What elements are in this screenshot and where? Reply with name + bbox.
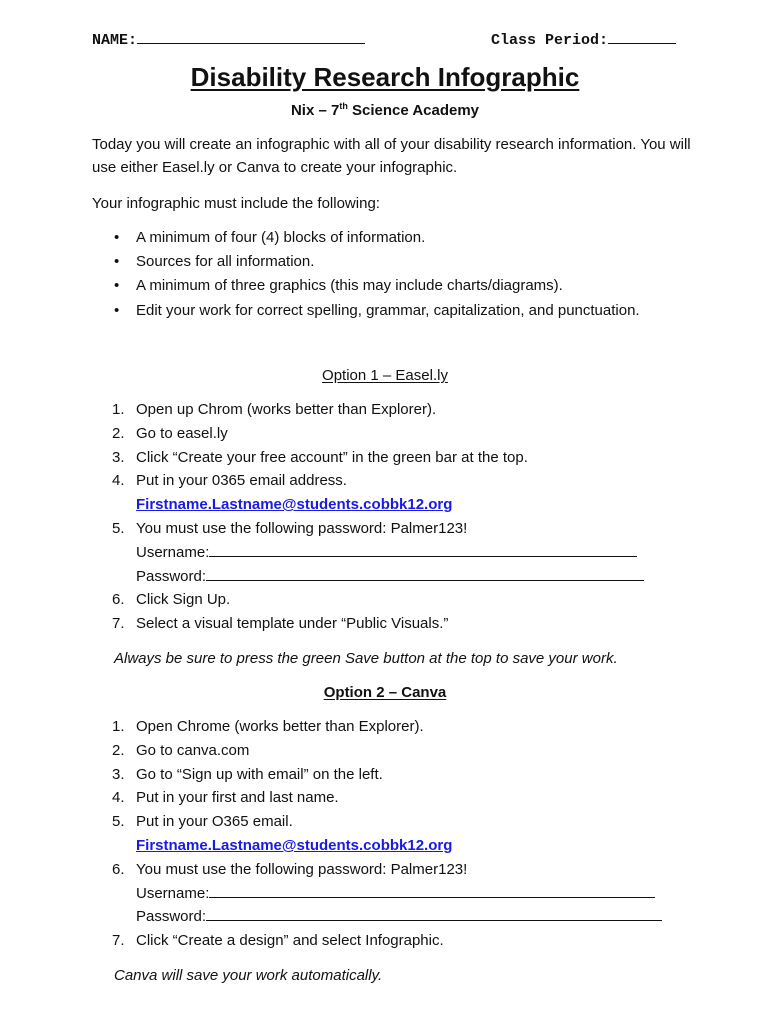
list-item	[92, 858, 692, 929]
step-text: Go to canva.com	[136, 741, 250, 759]
intro-paragraph: Today you will create an infographic with all of your disability research information. You will use either Easel.ly or Canva to create your infographic.	[92, 136, 691, 176]
list-item	[92, 517, 692, 588]
password-label: Password:	[136, 908, 207, 926]
list-item	[92, 612, 692, 636]
list-item	[92, 422, 692, 446]
list-item	[92, 298, 652, 324]
step-text: Put in your first and last name.	[136, 789, 339, 807]
option1-heading: Option 1 – Easel.ly	[322, 367, 448, 384]
step-number: 1.	[112, 718, 125, 735]
page-title: Disability Research Infographic	[190, 62, 580, 92]
step-number: 6.	[112, 591, 125, 609]
step-text: Go to easel.ly	[136, 424, 228, 442]
list-item	[92, 739, 692, 763]
step-number: 5.	[112, 813, 125, 831]
subtitle-superscript: th	[339, 101, 348, 111]
header-row	[92, 30, 676, 52]
subtitle-suffix: Science Academy	[347, 102, 480, 119]
step-number: 2.	[112, 741, 125, 759]
class-period-label: Class Period:	[490, 32, 608, 49]
option1-steps	[92, 398, 692, 636]
list-item	[92, 763, 692, 787]
step-number: 6.	[112, 860, 125, 878]
requirement-text: A minimum of three graphics (this may include charts/diagrams).	[136, 277, 563, 294]
step-number: 4.	[112, 789, 125, 807]
class-period-field	[491, 30, 676, 49]
list-item	[92, 226, 652, 250]
username-label: Username:	[136, 543, 210, 561]
username-label: Username:	[136, 884, 210, 902]
requirements-list	[92, 226, 652, 324]
list-item	[92, 786, 692, 810]
list-item	[92, 469, 692, 517]
option2-steps	[92, 715, 692, 953]
step-text: Click Sign Up.	[136, 591, 231, 609]
step-text: You must use the following password: Palmer123!	[136, 519, 468, 537]
step-number: 3.	[112, 448, 125, 466]
step-text: Put in your O365 email.	[136, 813, 293, 831]
list-item	[92, 274, 652, 298]
option1-note: Always be sure to press the green Save button at the top to save your work.	[114, 650, 618, 667]
list-item	[92, 929, 692, 953]
bullet-icon: •	[114, 302, 120, 319]
requirement-text: Sources for all information.	[136, 253, 315, 270]
step-text: Select a visual template under “Public Visuals.”	[136, 615, 449, 633]
step-text: Put in your 0365 email address.	[136, 472, 347, 490]
step-text: Click “Create your free account” in the green bar at the top.	[136, 448, 528, 466]
name-field	[92, 30, 365, 49]
step-number: 5.	[112, 519, 125, 537]
requirements-lead: Your infographic must include the following:	[92, 195, 380, 212]
password-label: Password:	[136, 567, 207, 585]
list-item	[92, 398, 692, 422]
option2-heading: Option 2 – Canva	[323, 684, 447, 701]
username-blank-line	[209, 883, 655, 898]
step-text: Go to “Sign up with email” on the left.	[136, 765, 383, 783]
step-text: Open up Chrom (works better than Explorer).	[136, 401, 437, 418]
subtitle-prefix: Nix – 7	[290, 102, 340, 119]
bullet-icon: •	[114, 277, 120, 294]
username-blank-line	[209, 542, 637, 557]
password-blank-line	[206, 906, 662, 921]
list-item	[92, 250, 652, 274]
step-number: 4.	[112, 472, 125, 490]
step-number: 7.	[112, 932, 125, 950]
email-link[interactable]: Firstname.Lastname@students.cobbk12.org	[136, 496, 453, 514]
requirement-text: Edit your work for correct spelling, grammar, capitalization, and punctuation.	[136, 302, 640, 319]
step-number: 3.	[112, 765, 125, 783]
page-subtitle	[0, 101, 770, 119]
step-number: 1.	[112, 401, 125, 418]
step-text: You must use the following password: Palmer123!	[136, 860, 468, 878]
bullet-icon: •	[114, 229, 120, 246]
email-link[interactable]: Firstname.Lastname@students.cobbk12.org	[136, 836, 453, 854]
step-number: 7.	[112, 615, 125, 633]
step-text: Open Chrome (works better than Explorer).	[136, 718, 424, 735]
name-label: NAME:	[92, 32, 138, 49]
list-item	[92, 446, 692, 470]
list-item	[92, 715, 692, 739]
list-item	[92, 588, 692, 612]
password-blank-line	[206, 566, 644, 581]
list-item	[92, 810, 692, 858]
step-number: 2.	[112, 424, 125, 442]
class-period-blank-line	[608, 30, 676, 44]
step-text: Click “Create a design” and select Infographic.	[136, 932, 444, 950]
name-blank-line	[137, 30, 365, 44]
bullet-icon: •	[114, 253, 120, 270]
option2-note: Canva will save your work automatically.	[114, 967, 383, 984]
requirement-text: A minimum of four (4) blocks of information.	[136, 229, 426, 246]
